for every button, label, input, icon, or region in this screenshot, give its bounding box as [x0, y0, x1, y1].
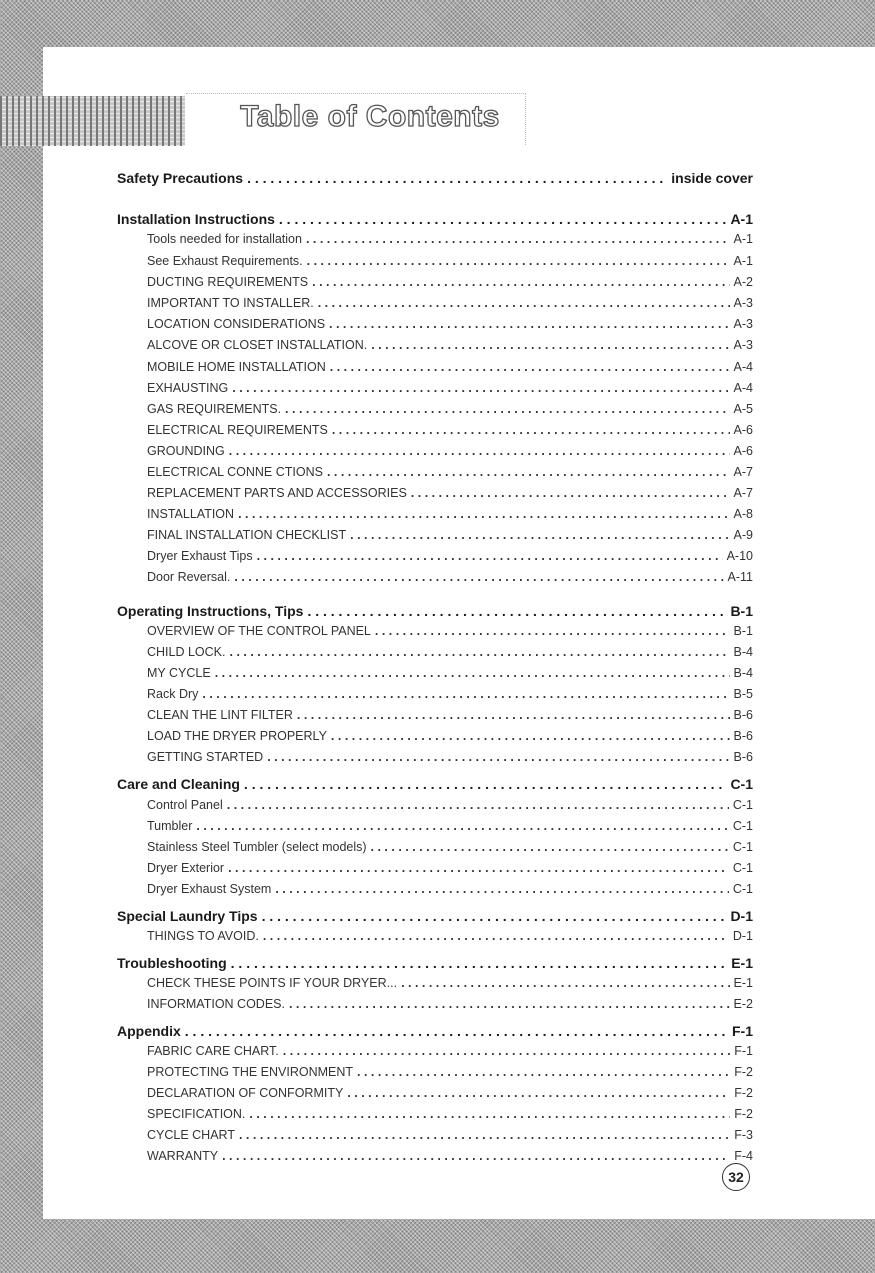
toc-entry-page: B-4 — [733, 666, 753, 680]
toc-entry-label: MOBILE HOME INSTALLATION — [147, 360, 326, 374]
toc-item — [147, 444, 753, 458]
toc-entry-label: ELECTRICAL REQUIREMENTS — [147, 423, 328, 437]
toc-item — [147, 338, 753, 352]
toc-entry-page: A-3 — [733, 338, 753, 352]
toc-entry-label: GROUNDING — [147, 444, 225, 458]
toc-entry-label: Tools needed for installation — [147, 232, 302, 246]
toc-item — [147, 750, 753, 764]
dot-leader — [357, 1065, 730, 1079]
toc-entry-label: OVERVIEW OF THE CONTROL PANEL — [147, 624, 371, 638]
toc-item — [147, 1044, 753, 1058]
dot-leader — [227, 798, 729, 812]
page-title: Table of Contents — [240, 100, 500, 133]
toc-entry-page: C-1 — [730, 776, 753, 792]
toc-entry-label: GAS REQUIREMENTS. — [147, 402, 282, 416]
toc-entry-page: C-1 — [732, 819, 753, 833]
toc-item — [147, 1149, 753, 1163]
toc-section — [117, 211, 753, 227]
toc-item — [147, 486, 753, 500]
toc-entry-label: MY CYCLE — [147, 666, 211, 680]
toc-entry-label: Installation Instructions — [117, 211, 275, 227]
toc-entry-page: F-2 — [734, 1065, 753, 1079]
toc-entry-label: Safety Precautions — [117, 170, 244, 186]
toc-entry-page: A-5 — [733, 402, 753, 416]
toc-item — [147, 840, 753, 854]
toc-entry-page: A-8 — [733, 507, 753, 521]
toc-entry-label: DECLARATION OF CONFORMITY — [147, 1086, 344, 1100]
toc-item — [147, 402, 753, 416]
toc-entry-page: E-1 — [731, 955, 753, 971]
dot-leader — [329, 317, 730, 331]
dot-leader — [279, 211, 727, 227]
toc-entry-label: Dryer Exhaust System — [147, 882, 272, 896]
toc-section — [117, 908, 753, 924]
toc-entry-label: CYCLE CHART — [147, 1128, 235, 1142]
toc-entry-page: B-6 — [733, 750, 753, 764]
toc-item — [147, 666, 753, 680]
dot-leader — [289, 997, 730, 1011]
toc-entry-page: F-2 — [734, 1086, 753, 1100]
toc-entry-page: A-4 — [733, 381, 753, 395]
toc-entry-page: B-6 — [733, 729, 753, 743]
page-number: 32 — [722, 1163, 750, 1191]
dot-leader — [411, 486, 730, 500]
toc-entry-label: CHECK THESE POINTS IF YOUR DRYER... — [147, 976, 398, 990]
dot-leader — [331, 729, 730, 743]
toc-entry-page: B-1 — [730, 603, 753, 619]
toc-entry-label: Care and Cleaning — [117, 776, 240, 792]
toc-entry-label: DUCTING REQUIREMENTS — [147, 275, 309, 289]
dot-leader — [230, 645, 730, 659]
dot-leader — [332, 423, 730, 437]
toc-section — [117, 1023, 753, 1039]
toc-entry-label: Door Reversal. — [147, 570, 231, 584]
toc-item — [147, 254, 753, 268]
toc-item — [147, 317, 753, 331]
toc-section — [117, 955, 753, 971]
toc-item — [147, 549, 753, 563]
toc-entry-page: A-1 — [733, 254, 753, 268]
dot-leader — [247, 170, 667, 186]
toc-entry-page: F-1 — [734, 1044, 753, 1058]
toc-entry-label: PROTECTING THE ENVIRONMENT — [147, 1065, 354, 1079]
dot-leader — [267, 750, 729, 764]
toc-entry-page: A-3 — [733, 317, 753, 331]
dot-leader — [401, 976, 729, 990]
dot-leader — [371, 840, 729, 854]
toc-entry-page: A-3 — [733, 296, 753, 310]
toc-entry-page: C-1 — [732, 882, 753, 896]
toc-entry-page: C-1 — [732, 840, 753, 854]
toc-item — [147, 645, 753, 659]
dot-leader — [312, 275, 729, 289]
toc-entry-label: See Exhaust Requirements. — [147, 254, 303, 268]
toc-entry-page: A-10 — [726, 549, 753, 563]
toc-entry-label: INFORMATION CODES. — [147, 997, 285, 1011]
dot-leader — [283, 1044, 731, 1058]
toc-entry-page: A-6 — [733, 444, 753, 458]
toc-entry-label: FINAL INSTALLATION CHECKLIST — [147, 528, 347, 542]
dot-leader — [229, 444, 730, 458]
dot-leader — [297, 708, 730, 722]
toc-entry-label: IMPORTANT TO INSTALLER. — [147, 296, 314, 310]
toc-item — [147, 507, 753, 521]
toc-item — [147, 819, 753, 833]
toc-entry-page: A-6 — [733, 423, 753, 437]
dot-leader — [257, 549, 723, 563]
toc-entry-label: Appendix — [117, 1023, 181, 1039]
dot-leader — [262, 908, 727, 924]
toc-entry-label: CHILD LOCK. — [147, 645, 226, 659]
dot-leader — [275, 882, 729, 896]
dot-leader — [231, 955, 728, 971]
toc-entry-label: EXHAUSTING — [147, 381, 229, 395]
toc-entry-page: B-4 — [733, 645, 753, 659]
toc-item — [147, 381, 753, 395]
toc-entry-label: Dryer Exhaust Tips — [147, 549, 253, 563]
title-decoration — [0, 96, 185, 146]
toc-entry-label: CLEAN THE LINT FILTER — [147, 708, 293, 722]
toc-item — [147, 275, 753, 289]
toc-entry-label: INSTALLATION — [147, 507, 235, 521]
toc-entry-label: WARRANTY — [147, 1149, 219, 1163]
toc-entry-page: E-2 — [733, 997, 753, 1011]
toc-entry-page: F-2 — [734, 1107, 753, 1121]
toc-item — [147, 1128, 753, 1142]
dot-leader — [202, 687, 729, 701]
toc-entry-page: F-1 — [732, 1023, 753, 1039]
toc-item — [147, 997, 753, 1011]
toc-item — [147, 1107, 753, 1121]
toc-entry-page: C-1 — [732, 861, 753, 875]
toc-entry-label: Rack Dry — [147, 687, 199, 701]
toc-entry-page: inside cover — [671, 170, 753, 186]
dot-leader — [307, 603, 726, 619]
toc-entry-label: ALCOVE OR CLOSET INSTALLATION. — [147, 338, 368, 352]
toc-entry-page: B-1 — [733, 624, 753, 638]
toc-section — [117, 603, 753, 619]
toc-entry-label: THINGS TO AVOID. — [147, 929, 259, 943]
dot-leader — [228, 861, 729, 875]
dot-leader — [196, 819, 728, 833]
toc-entry-page: F-4 — [734, 1149, 753, 1163]
toc-item — [147, 570, 753, 584]
dot-leader — [244, 776, 727, 792]
toc-item — [147, 861, 753, 875]
toc-entry-label: SPECIFICATION. — [147, 1107, 246, 1121]
dot-leader — [263, 929, 729, 943]
dot-leader — [306, 232, 730, 246]
toc-item — [147, 687, 753, 701]
toc-entry-label: Stainless Steel Tumbler (select models) — [147, 840, 367, 854]
toc-item — [147, 296, 753, 310]
dot-leader — [350, 528, 729, 542]
toc-item — [147, 929, 753, 943]
dot-leader — [185, 1023, 728, 1039]
dot-leader — [238, 507, 729, 521]
toc-entry-page: C-1 — [732, 798, 753, 812]
toc-entry-label: REPLACEMENT PARTS AND ACCESSORIES — [147, 486, 407, 500]
toc-entry-page: D-1 — [730, 908, 753, 924]
dot-leader — [318, 296, 730, 310]
dot-leader — [347, 1086, 730, 1100]
toc-item — [147, 976, 753, 990]
toc-entry-label: Control Panel — [147, 798, 223, 812]
toc-entry-page: F-3 — [734, 1128, 753, 1142]
toc-entry-page: A-2 — [733, 275, 753, 289]
dot-leader — [330, 360, 730, 374]
dot-leader — [371, 338, 729, 352]
title-rule — [186, 93, 526, 94]
toc-entry-page: B-6 — [733, 708, 753, 722]
toc-entry-page: A-1 — [730, 211, 753, 227]
toc-entry-label: GETTING STARTED — [147, 750, 264, 764]
toc-item — [147, 882, 753, 896]
toc-entry-page: D-1 — [732, 929, 753, 943]
toc-item — [147, 708, 753, 722]
toc-entry-label: FABRIC CARE CHART. — [147, 1044, 279, 1058]
toc-item — [147, 423, 753, 437]
toc-entry-label: Dryer Exterior — [147, 861, 225, 875]
toc-section — [117, 170, 753, 186]
title-vertical-rule — [525, 93, 526, 145]
toc-item — [147, 729, 753, 743]
toc-entry-page: A-9 — [733, 528, 753, 542]
dot-leader — [239, 1128, 730, 1142]
toc-item — [147, 798, 753, 812]
dot-leader — [249, 1107, 730, 1121]
dot-leader — [327, 465, 730, 479]
toc-entry-page: A-7 — [733, 465, 753, 479]
toc-entry-label: LOAD THE DRYER PROPERLY — [147, 729, 327, 743]
toc-entry-label: Troubleshooting — [117, 955, 227, 971]
toc-item — [147, 1086, 753, 1100]
dot-leader — [234, 570, 723, 584]
toc-entry-page: A-4 — [733, 360, 753, 374]
toc-entry-page: A-7 — [733, 486, 753, 500]
dot-leader — [215, 666, 730, 680]
toc-entry-label: Operating Instructions, Tips — [117, 603, 304, 619]
toc-section — [117, 776, 753, 792]
toc-item — [147, 360, 753, 374]
toc-item — [147, 232, 753, 246]
dot-leader — [285, 402, 730, 416]
toc-entry-label: LOCATION CONSIDERATIONS — [147, 317, 326, 331]
toc-entry-label: Special Laundry Tips — [117, 908, 258, 924]
toc-item — [147, 1065, 753, 1079]
toc-entry-page: A-1 — [733, 232, 753, 246]
dot-leader — [307, 254, 730, 268]
dot-leader — [232, 381, 729, 395]
toc-entry-label: Tumbler — [147, 819, 193, 833]
dot-leader — [222, 1149, 730, 1163]
toc-entry-page: B-5 — [733, 687, 753, 701]
toc-entry-page: A-11 — [727, 570, 753, 584]
toc-item — [147, 624, 753, 638]
toc-item — [147, 528, 753, 542]
toc-item — [147, 465, 753, 479]
toc-entry-label: ELECTRICAL CONNE CTIONS — [147, 465, 323, 479]
dot-leader — [375, 624, 730, 638]
toc-entry-page: E-1 — [733, 976, 753, 990]
